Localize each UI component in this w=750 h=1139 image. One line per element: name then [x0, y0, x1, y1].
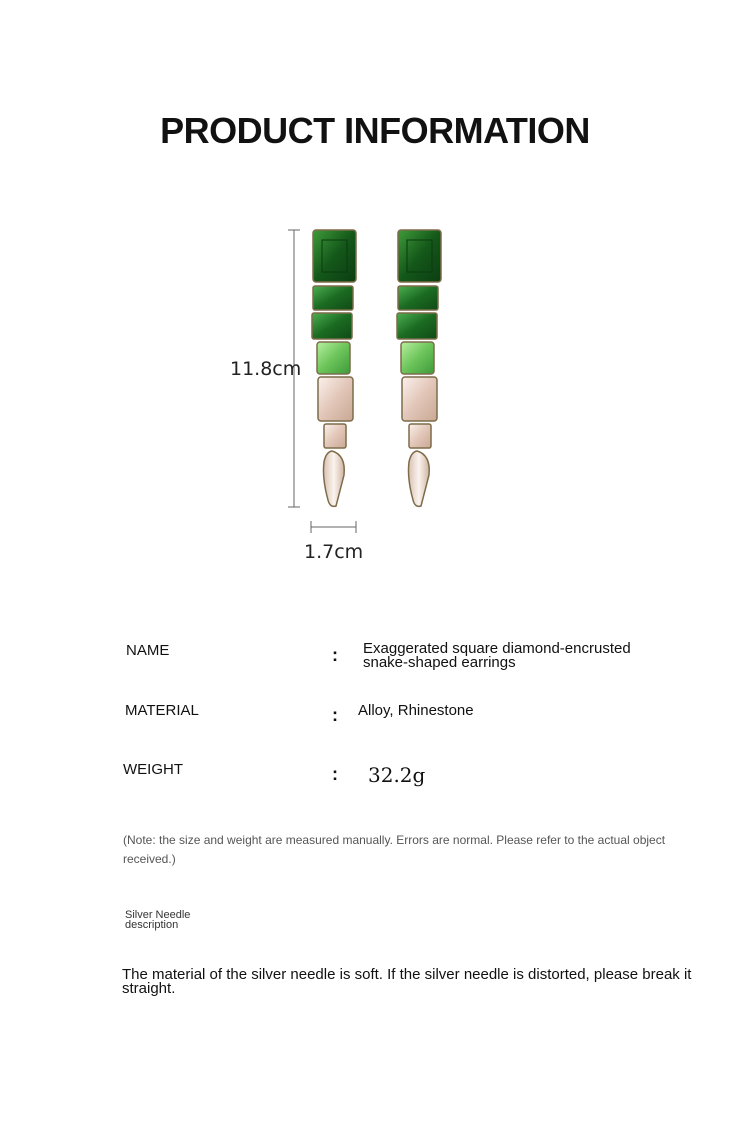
name-colon: :: [332, 645, 338, 665]
material-colon: :: [332, 705, 338, 725]
page-title: PRODUCT INFORMATION: [160, 110, 590, 151]
measurement-note: (Note: the size and weight are measured manually. Errors are normal. Please refer to the actual object received.): [123, 833, 666, 866]
silver-needle-description: The material of the silver needle is soft. If the silver needle is distorted, please break it straight.: [122, 966, 692, 997]
weight-colon: :: [332, 764, 338, 784]
material-value: Alloy, Rhinestone: [358, 702, 474, 719]
weight-value: 32.2g: [368, 763, 426, 787]
left-earring: [312, 230, 356, 506]
right-earring: [397, 230, 441, 506]
material-label: MATERIAL: [125, 702, 199, 719]
name-label: NAME: [126, 642, 170, 659]
silver-needle-label: Silver Needle description: [125, 909, 191, 931]
weight-label: WEIGHT: [123, 761, 183, 778]
name-value: Exaggerated square diamond-encrusted snake-shaped earrings: [363, 640, 631, 671]
height-label: 11.8cm: [230, 358, 302, 380]
width-dimension-line: [311, 521, 356, 533]
width-label: 1.7cm: [304, 541, 364, 563]
